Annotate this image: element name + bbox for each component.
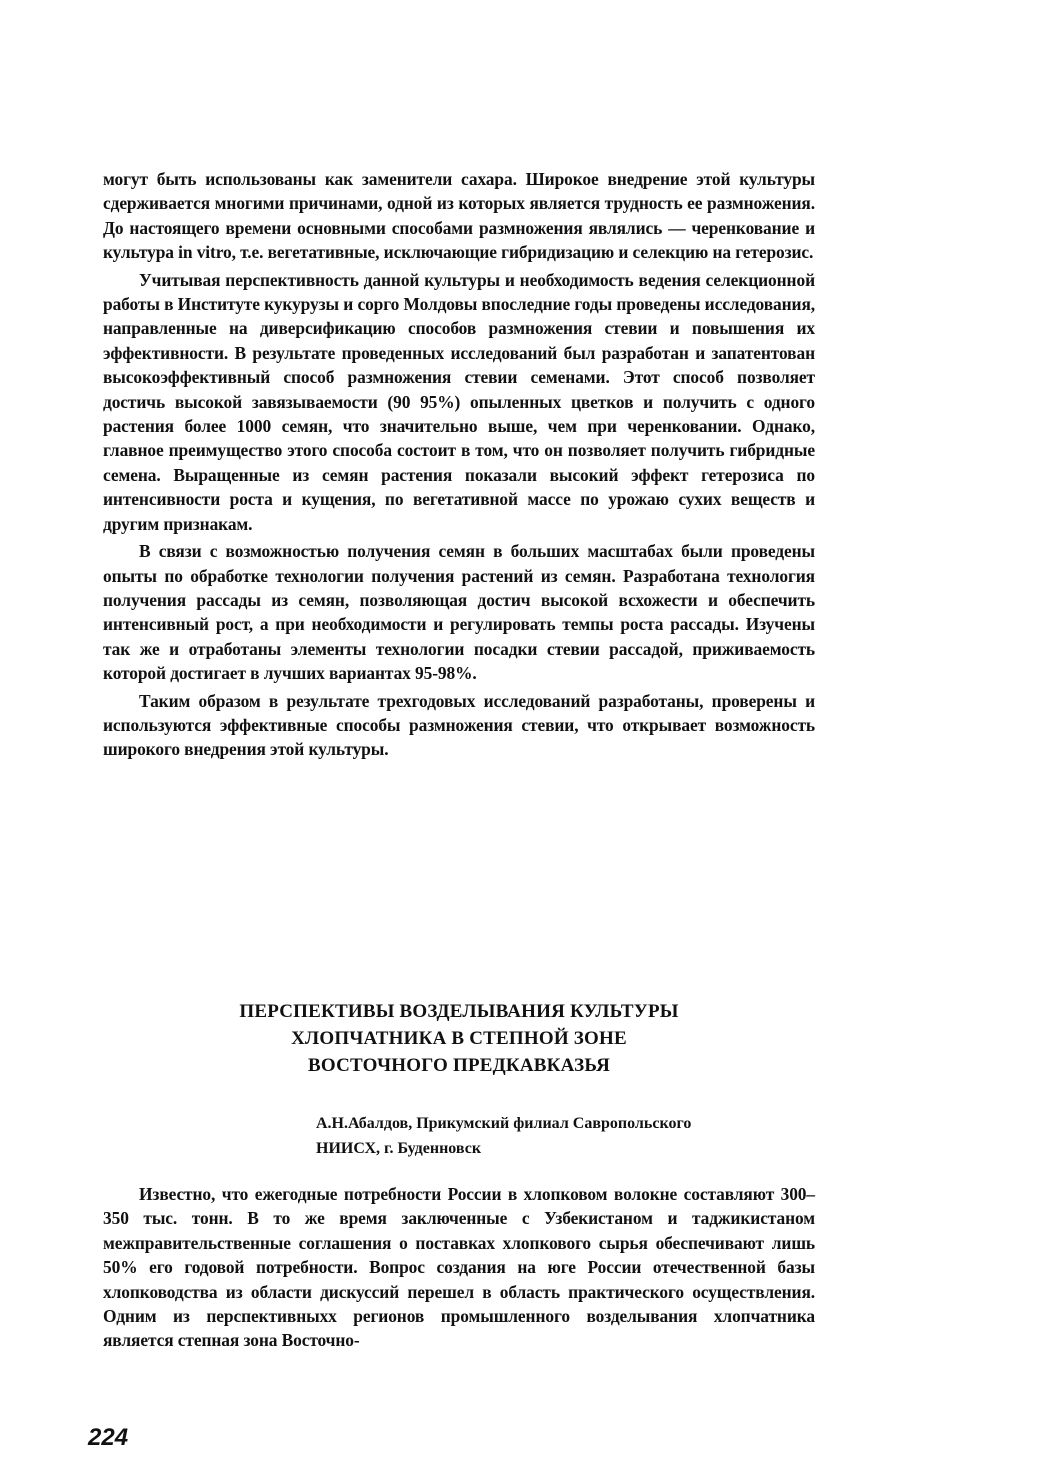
article-body (103, 1182, 815, 1353)
article-author (316, 1111, 816, 1161)
title-line: ХЛОПЧАТНИКА В СТЕПНОЙ ЗОНЕ (291, 1028, 627, 1049)
previous-article-continuation (103, 167, 815, 762)
paragraph: В связи с возможностью получения семян в больших масштабах были проведены опыты по обработке технологии получения растений из семян. Разработана технология получения рассады из семян, позволяющая достич высокой всхожести и обеспечить интенсивный рост, а при необходимости и регулировать темпы роста рассады. Изучены так же и отработаны элементы технологии посадки стевии рассадой, приживаемость которой достигает в лучших вариантах 95-98%. (103, 541, 815, 684)
title-line: ВОСТОЧНОГО ПРЕДКАВКАЗЬЯ (307, 1055, 610, 1076)
author-line: НИИСХ, г. Буденновск (316, 1140, 482, 1157)
paragraph: Учитывая перспективность данной культуры и необходимость ведения селекционной работы в Институте кукурузы и сорго Молдовы впоследние годы проведены исследования, направленные на диверсификацию способов размножения стевии и повышения их эффективности. В результате проведенных исследований был разработан и запатентован высокоэффективный способ размножения стевии семенами. Этот способ позволяет достичь высокой завязываемости (90 95%) опыленных цветков и получить с одного растения более 1000 семян, что значительно выше, чем при черенковании. Однако, главное преимущество этого способа состоит в том, что он позволяет получить гибридные семена. Выращенные из семян растения показали высокий эффект гетерозиса по интенсивности роста и кущения, по вегетативной массе по урожаю сухих веществ и другим признакам. (103, 269, 815, 534)
article-title (103, 998, 815, 1079)
paragraph: могут быть использованы как заменители сахара. Широкое внедрение этой культуры сдерживается многими причинами, одной из которых является трудность ее размножения. До настоящего времени основными способами размножения являлись — черенкование и культура in vitro, т.е. вегетативные, исключающие гибридизацию и селекцию на гетерозис. (103, 169, 815, 263)
paragraph: Известно, что ежегодные потребности России в хлопковом волокне составляют 300–350 тыс. тонн. В то же время заключенные с Узбекистаном и таджикистаном межправительственные соглашения о поставках хлопкового сырья обеспечивают лишь 50% его годовой потребности. Вопрос создания на юге России отечественной базы хлопководства из области дискуссий перешел в область практического осуществления. Одним из перспективныхх регионов промышленного возделывания хлопчатника является степная зона Восточно- (103, 1184, 815, 1351)
paragraph: Таким образом в результате трехгодовых исследований разработаны, проверены и используются эффективные способы размножения стевии, что открывает возможность широкого внедрения этой культуры. (103, 690, 815, 760)
author-line: А.Н.Абалдов, Прикумский филиал Савропольского (316, 1115, 692, 1132)
page-number: 224 (88, 1424, 129, 1451)
title-line: ПЕРСПЕКТИВЫ ВОЗДЕЛЫВАНИЯ КУЛЬТУРЫ (239, 1001, 679, 1022)
